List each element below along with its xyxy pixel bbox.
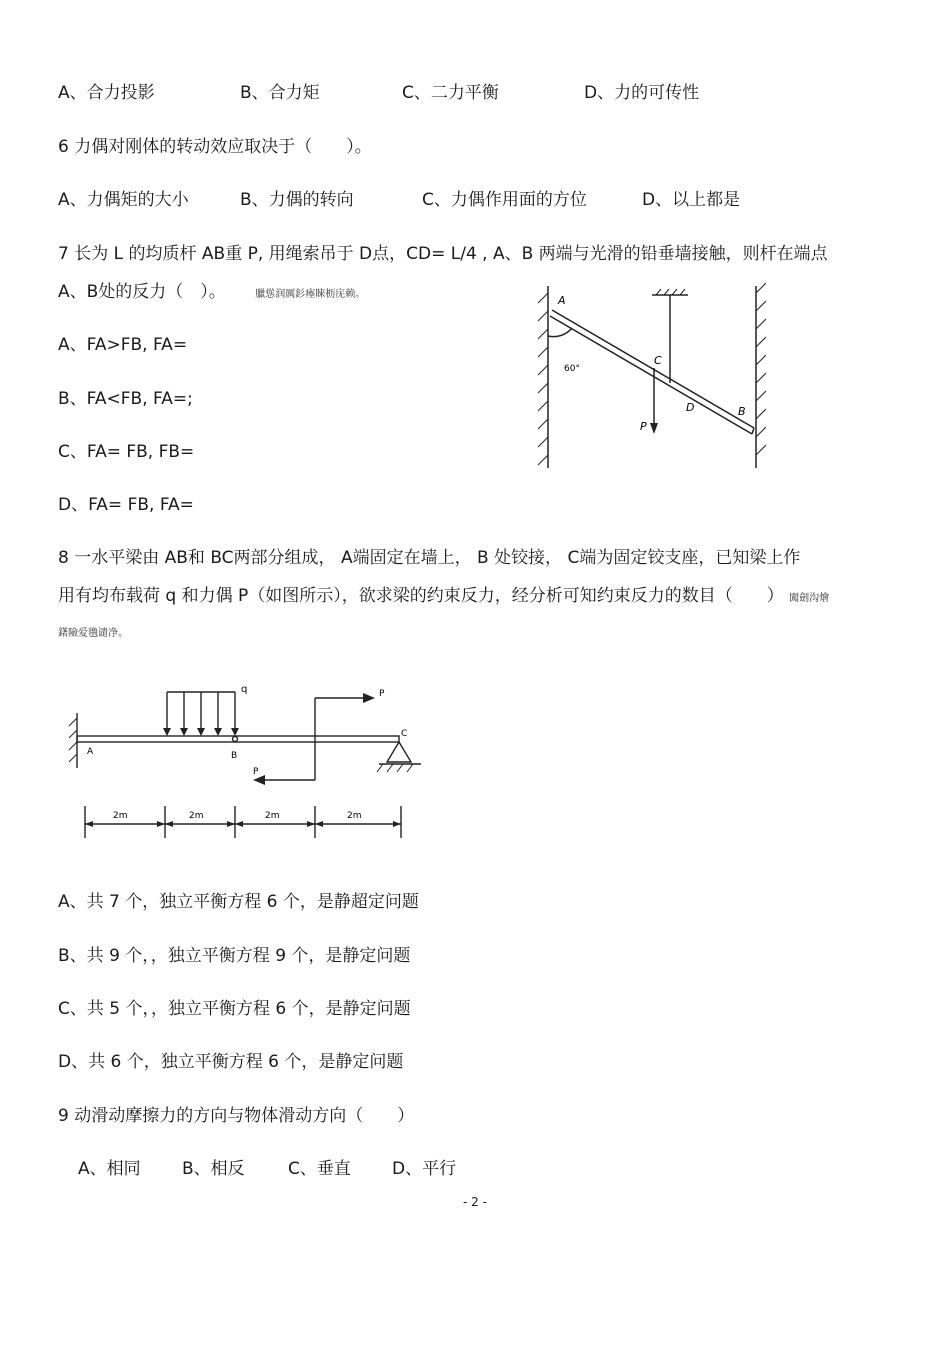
label-d: D bbox=[686, 401, 695, 414]
rod-ab bbox=[552, 310, 754, 428]
label-p-top: P bbox=[379, 689, 385, 699]
q7-option-b: B、FA<FB, FA=; bbox=[58, 389, 193, 409]
q9-option-a: A、相同 bbox=[78, 1159, 141, 1179]
page-number: - 2 - bbox=[463, 1195, 487, 1209]
label-b: B bbox=[738, 405, 746, 418]
q6-question: 6 力偶对刚体的转动效应取决于（ ）。 bbox=[58, 137, 372, 157]
label-a: A bbox=[558, 294, 566, 307]
dim-label-3: 2m bbox=[265, 811, 280, 821]
q8-garbled-text-2: 鐯險爱氇谴净。 bbox=[58, 628, 128, 639]
dim-label-1: 2m bbox=[113, 811, 128, 821]
q8-question-line1: 8 一水平梁由 AB和 BC两部分组成， A端固定在墙上， B 处铰接， C端为固定铰支座，已知梁上作 bbox=[58, 548, 801, 568]
q6-option-b: B、力偶的转向 bbox=[240, 190, 354, 210]
q9-question: 9 动滑动摩擦力的方向与物体滑动方向（ ） bbox=[58, 1106, 415, 1126]
q8-beam-figure bbox=[65, 678, 425, 843]
q9-option-b: B、相反 bbox=[182, 1159, 245, 1179]
q5-option-a: A、合力投影 bbox=[58, 83, 155, 103]
q8-option-d: D、共 6 个，独立平衡方程 6 个，是静定问题 bbox=[58, 1052, 404, 1072]
q5-option-b: B、合力矩 bbox=[240, 83, 320, 103]
q7-question-text: A、B处的反力（ ）。 bbox=[58, 282, 226, 302]
q7-option-c: C、FA= FB, FB= bbox=[58, 442, 195, 462]
label-b: B bbox=[231, 751, 238, 761]
q7-option-a: A、FA>FB, FA= bbox=[58, 335, 188, 355]
label-c: C bbox=[401, 729, 408, 739]
q7-garbled-text: 臘慫润厲釤瘞睞枥庑赖。 bbox=[255, 289, 366, 300]
q7-option-d: D、FA= FB, FA= bbox=[58, 495, 194, 515]
dim-label-4: 2m bbox=[347, 811, 362, 821]
label-c: C bbox=[654, 354, 662, 367]
q8-question-text: 用有均布载荷 q 和力偶 P（如图所示），欲求梁的约束反力，经分析可知约束反力的数目（ ） bbox=[58, 586, 784, 606]
pin-support bbox=[387, 742, 411, 762]
q7-rod-figure bbox=[530, 278, 790, 478]
q8-option-b: B、共 9 个，，独立平衡方程 9 个，是静定问题 bbox=[58, 946, 411, 966]
q6-option-a: A、力偶矩的大小 bbox=[58, 190, 189, 210]
label-a: A bbox=[87, 747, 94, 757]
angle-arc bbox=[548, 328, 572, 337]
label-angle: 60° bbox=[564, 364, 580, 374]
q8-garbled-text-1: 闖劍沟燴 bbox=[789, 593, 830, 604]
q8-question-line2 bbox=[58, 585, 829, 610]
force-arrow-top bbox=[363, 693, 375, 703]
hinge-b bbox=[233, 737, 238, 742]
label-p-bottom: P bbox=[253, 767, 259, 777]
q5-option-c: C、二力平衡 bbox=[402, 83, 499, 103]
label-q: q bbox=[241, 684, 248, 695]
q6-option-c: C、力偶作用面的方位 bbox=[422, 190, 587, 210]
q9-option-d: D、平行 bbox=[392, 1159, 457, 1179]
weight-arrowhead bbox=[650, 423, 658, 434]
q6-option-d: D、以上都是 bbox=[642, 190, 741, 210]
label-p: P bbox=[640, 420, 647, 433]
dim-label-2: 2m bbox=[189, 811, 204, 821]
q7-question-line2 bbox=[58, 281, 365, 306]
q8-option-a: A、共 7 个，独立平衡方程 6 个，是静超定问题 bbox=[58, 892, 419, 912]
q5-option-d: D、力的可传性 bbox=[584, 83, 700, 103]
q9-option-c: C、垂直 bbox=[288, 1159, 351, 1179]
q8-option-c: C、共 5 个，，独立平衡方程 6 个，是静定问题 bbox=[58, 999, 411, 1019]
q7-question-line1: 7 长为 L 的均质杆 AB重 P, 用绳索吊于 D点，CD= L/4 , A、B 两端与光滑的铅垂墙接触，则杆在端点 bbox=[58, 244, 828, 264]
